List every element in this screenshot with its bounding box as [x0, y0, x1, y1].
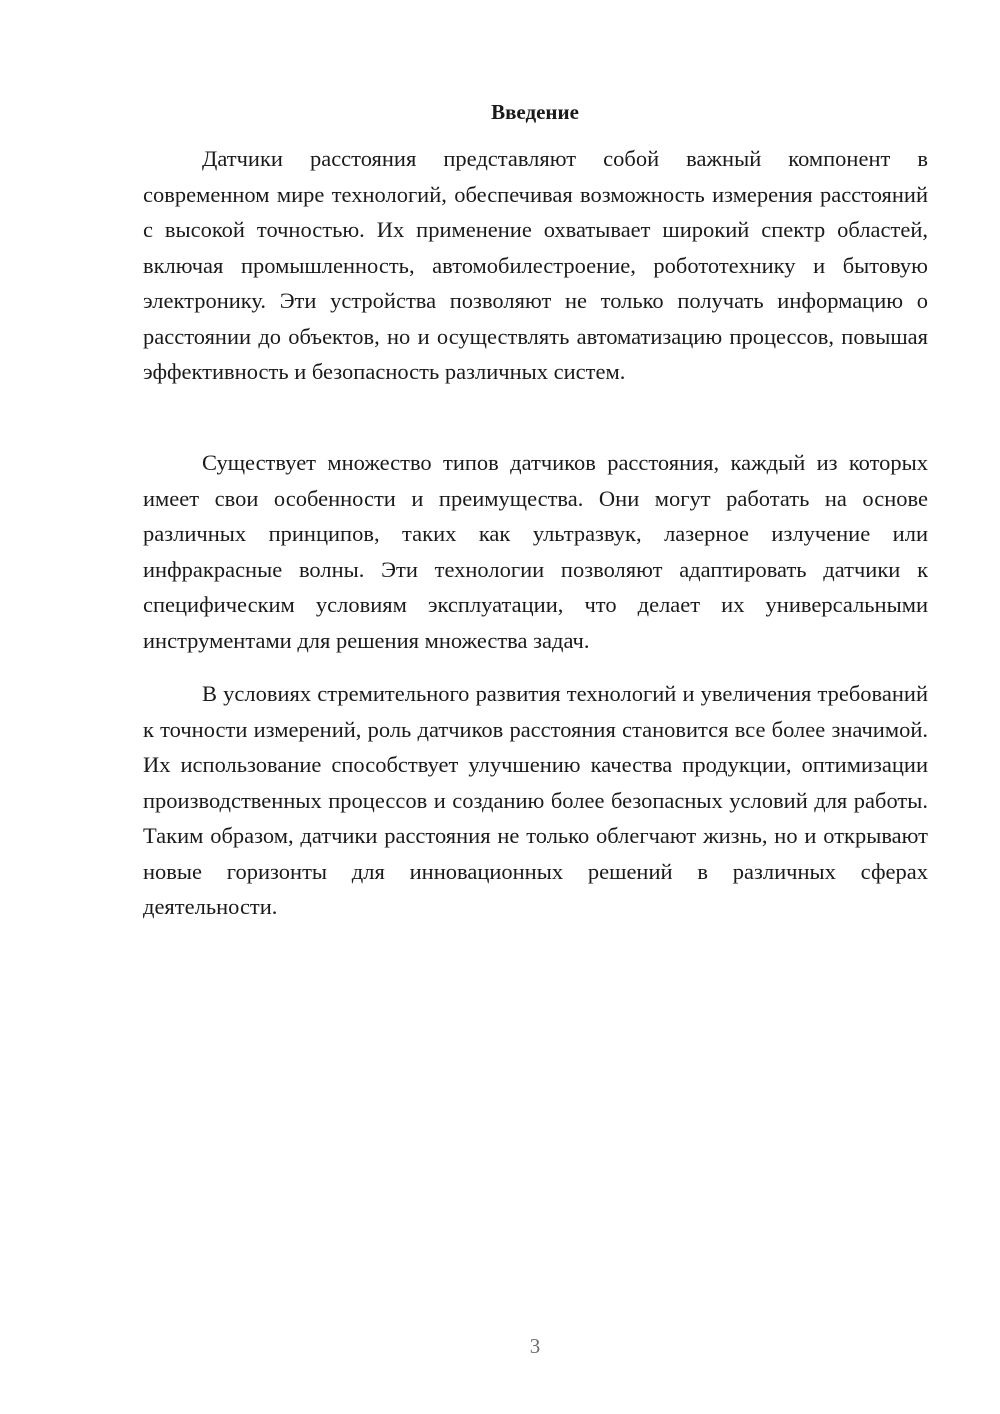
paragraph-1: Датчики расстояния представляют собой важный компонент в современном мире технологий, обеспечивая возможность измерения расстояний с высокой точностью. Их применение охватывает широкий спектр областей, включая промышленность, автомобилестроение, робототехнику и бытовую электронику. Эти устройства позволяют не только получать информацию о расстоянии до объектов, но и осуществлять автоматизацию процессов, повышая эффективность и безопасность различных систем.	[143, 146, 928, 384]
page-title: Введение	[491, 100, 579, 124]
paragraph-2: Существует множество типов датчиков расстояния, каждый из которых имеет свои особенности и преимущества. Они могут работать на основе различных принципов, таких как ультразвук, лазерное излучение или инфракрасные волны. Эти технологии позволяют адаптировать датчики к специфическим условиям эксплуатации, что делает их универсальными инструментами для решения множества задач.	[143, 450, 928, 653]
page-number: 3	[529, 1334, 541, 1358]
paragraph-3: В условиях стремительного развития технологий и увеличения требований к точности измерений, роль датчиков расстояния становится все более значимой. Их использование способствует улучшению качества продукции, оптимизации производственных процессов и созданию более безопасных условий для работы. Таким образом, датчики расстояния не только облегчают жизнь, но и открывают новые горизонты для инновационных решений в различных сферах деятельности.	[143, 681, 928, 919]
